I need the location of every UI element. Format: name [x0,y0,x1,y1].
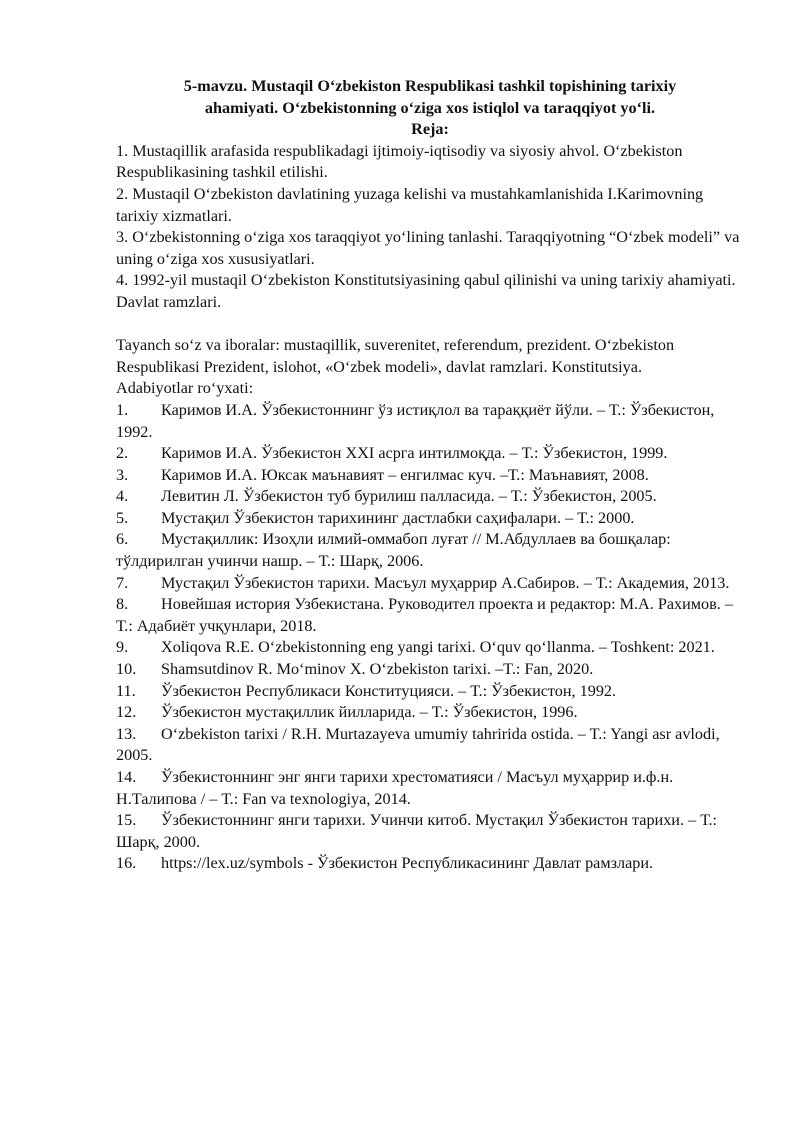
literature-item [116,573,744,595]
literature-number: 14. [116,768,137,786]
title-line-2: ahamiyati. O‘zbekistonning o‘ziga xos istiqlol va taraqqiyot yo‘li. [204,98,656,117]
literature-item [116,486,744,508]
title-line-1: 5-mavzu. Mustaqil O‘zbekiston Respublikasi tashkil topishining tarixiy [183,77,677,95]
literature-number: 8. [116,595,129,614]
literature-item [116,767,744,810]
literature-text: Левитин Л. Ўзбекистон туб бурилиш палласида. – Т.: Ўзбекистон, 2005. [161,487,657,506]
literature-item [116,443,744,465]
literature-item [116,508,744,530]
literature-number: 15. [116,811,137,830]
literature-number: 1. [116,400,129,419]
literature-list [116,400,744,875]
literature-number: 9. [116,638,129,657]
literature-heading: Adabiyotlar ro‘yxati: [116,379,254,398]
plan-list [116,141,744,314]
literature-item [116,702,744,724]
literature-item [116,681,744,703]
literature-number: 6. [116,530,129,549]
literature-item [116,637,744,659]
literature-item [116,853,744,875]
plan-item: 4. 1992-yil mustaqil O‘zbekiston Konstitutsiyasining qabul qilinishi va uning tarixiy ahamiyati. Davlat ramzlari. [116,271,736,311]
keywords-paragraph: Tayanch so‘z va iboralar: mustaqillik, suverenitet, referendum, prezident. O‘zbekiston Respublikasi Prezident, islohot, «O‘zbek modeli», davlat ramzlari. Konstitutsiya. [116,336,675,376]
literature-text: Ўзбекистон мустақиллик йилларида. – Т.: Ўзбекистон, 1996. [161,703,578,722]
literature-text: https://lex.uz/symbols - Ўзбекистон Республикасининг Давлат рамзлари. [161,854,654,873]
literature-number: 2. [116,444,129,463]
literature-text: Xoliqova R.E. O‘zbekistonning eng yangi tarixi. O‘quv qo‘llanma. – Toshkent: 2021. [161,638,715,657]
literature-text: O‘zbekiston tarixi / R.H. Murtazayeva umumiy tahririda ostida. – T.: Yangi asr avlodi, 2005. [116,724,720,765]
plan-item: 1. Mustaqillik arafasida respublikadagi ijtimoiy-iqtisodiy va siyosiy ahvol. O‘zbekiston Respublikasining tashkil etilishi. [116,141,683,182]
literature-item [116,529,744,572]
literature-number: 13. [116,724,137,743]
literature-item [116,810,744,853]
document-title [116,76,744,141]
literature-number: 16. [116,854,137,873]
literature-text: Ўзбекистон Республикаси Конституцияси. – Т.: Ўзбекистон, 1992. [161,681,617,700]
plan-heading: Reja: [411,120,449,139]
literature-item [116,465,744,487]
plan-item: 2. Mustaqil O‘zbekiston davlatining yuzaga kelishi va mustahkamlanishida I.Karimovning tarixiy xizmatlari. [116,184,704,225]
literature-text: Каримов И.А. Юксак маънавият – енгилмас куч. –Т.: Маънавият, 2008. [161,465,649,484]
literature-text: Ўзбекистоннинг янги тарихи. Учинчи китоб. Мустақил Ўзбекистон тарихи. – Т.: Шарқ, 2000. [116,811,718,851]
literature-number: 3. [116,465,129,484]
literature-text: Каримов И.А. Ўзбекистон XXI асрга интилмоқда. – Т.: Ўзбекистон, 1999. [161,444,668,463]
literature-number: 12. [116,703,137,722]
literature-item [116,400,744,443]
literature-number: 5. [116,508,129,527]
literature-text: Мустақиллик: Изоҳли илмий-оммабоп луғат // М.Абдуллаев ва бошқалар: тўлдирилган учинчи нашр. – Т.: Шарқ, 2006. [116,530,671,571]
literature-item [116,659,744,681]
literature-item [116,724,744,767]
literature-text: Новейшая история Узбекистана. Руководител проекта и редактор: М.А. Рахимов. – Т.: Адабиёт учқунлари, 2018. [116,595,733,635]
literature-number: 7. [116,573,129,592]
literature-item [116,594,744,637]
literature-number: 11. [116,681,136,700]
literature-text: Мустақил Ўзбекистон тарихи. Масъул муҳаррир А.Сабиров. – Т.: Академия, 2013. [161,573,730,592]
literature-number: 10. [116,660,137,679]
literature-number: 4. [116,487,129,506]
literature-text: Shamsutdinov R. Mo‘minov X. O‘zbekiston tarixi. –T.: Fan, 2020. [161,660,594,679]
plan-item: 3. O‘zbekistonning o‘ziga xos taraqqiyot yo‘lining tanlashi. Taraqqiyotning “O‘zbek modeli” va uning o‘ziga xos xususiyatlari. [116,228,740,268]
literature-text: Каримов И.А. Ўзбекистоннинг ўз истиқлол ва тараққиёт йўли. – Т.: Ўзбекистон, 1992. [116,400,715,441]
paragraph-spacer [116,314,744,336]
literature-text: Мустақил Ўзбекистон тарихининг дастлабки саҳифалари. – Т.: 2000. [161,508,635,527]
document-page [116,76,744,875]
literature-text: Ўзбекистоннинг энг янги тарихи хрестоматияси / Масъул муҳаррир и.ф.н. Н.Талипова / – Т.: Fan va texnologiya, 2014. [116,768,674,808]
